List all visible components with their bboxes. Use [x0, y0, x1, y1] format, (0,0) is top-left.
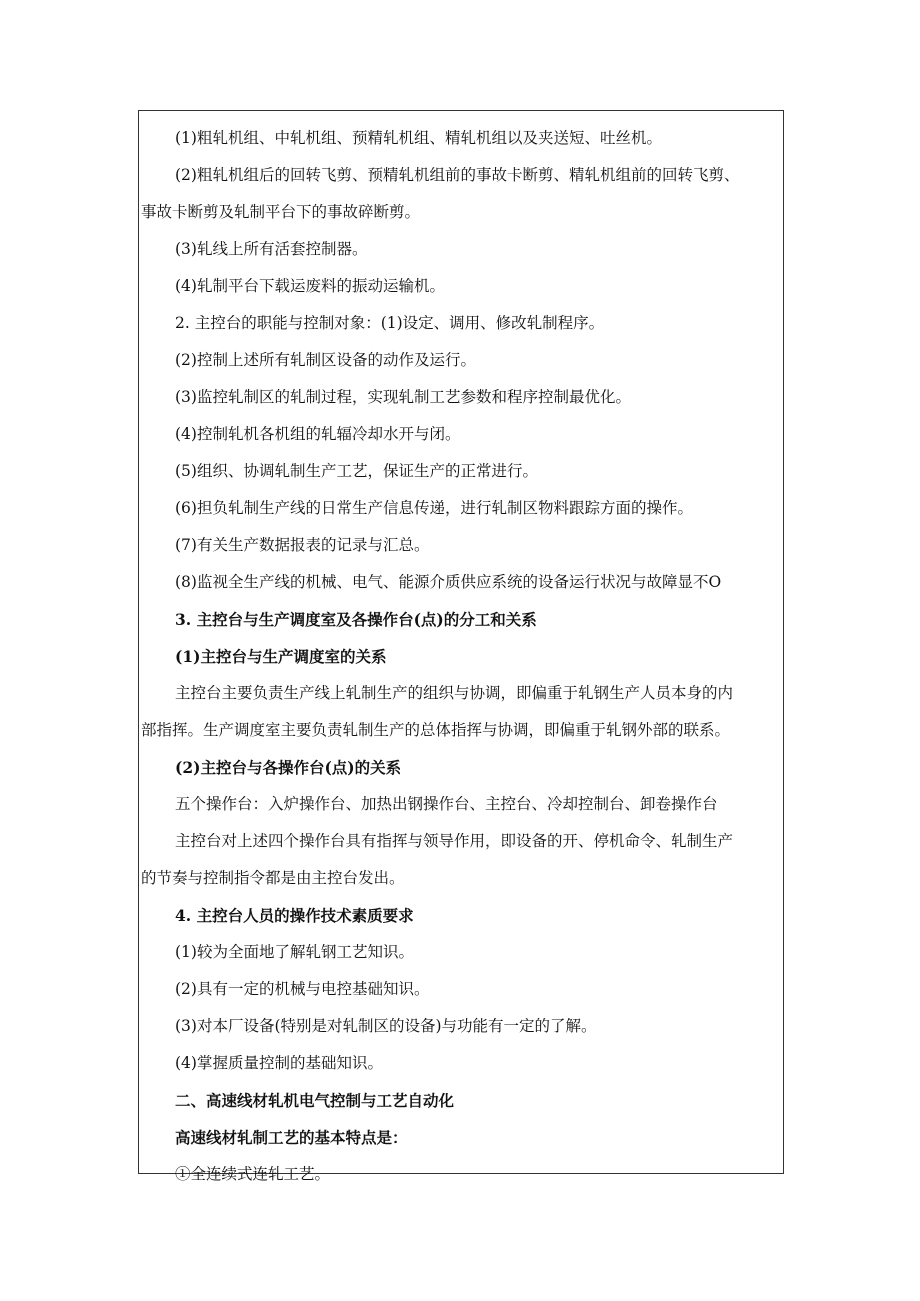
paragraph-line: 主控台对上述四个操作台具有指挥与领导作用，即设备的开、停机命令、轧制生产 — [175, 832, 734, 850]
section-heading: 高速线材轧制工艺的基本特点是： — [175, 1128, 408, 1147]
paragraph-line: ①全连续式连轧工艺。 — [175, 1165, 331, 1183]
paragraph-line: 事故卡断剪及轧制平台下的事故碎断剪。 — [141, 203, 421, 221]
paragraph-line: (2)具有一定的机械与电控基础知识。 — [175, 980, 430, 998]
paragraph-line: (3)监控轧制区的轧制过程，实现轧制工艺参数和程序控制最优化。 — [175, 388, 631, 406]
section-heading: (1)主控台与生产调度室的关系 — [175, 647, 387, 666]
paragraph-line: (2)粗轧机组后的回转飞剪、预精轧机组前的事故卡断剪、精轧机组前的回转飞剪、 — [175, 166, 740, 184]
document-body — [139, 120, 783, 1193]
paragraph-line: (1)较为全面地了解轧钢工艺知识。 — [175, 943, 414, 961]
paragraph-line: 2. 主控台的职能与控制对象：(1)设定、调用、修改轧制程序。 — [175, 314, 605, 332]
paragraph-line: (3)轧线上所有活套控制器。 — [175, 240, 368, 258]
paragraph-line: (7)有关生产数据报表的记录与汇总。 — [175, 536, 430, 554]
paragraph-line: (2)控制上述所有轧制区设备的动作及运行。 — [175, 351, 476, 369]
paragraph-line: 部指挥。生产调度室主要负责轧制生产的总体指挥与协调，即偏重于轧钢外部的联系。 — [141, 721, 731, 739]
section-heading: 4. 主控台人员的操作技术素质要求 — [175, 906, 414, 925]
section-heading: 二、高速线材轧机电气控制与工艺自动化 — [175, 1091, 455, 1110]
paragraph-line: (3)对本厂设备(特别是对轧制区的设备)与功能有一定的了解。 — [175, 1017, 597, 1035]
paragraph-line: 的节奏与控制指令都是由主控台发出。 — [141, 869, 405, 887]
content-table-cell — [138, 110, 784, 1183]
paragraph-line: (5)组织、协调轧制生产工艺，保证生产的正常进行。 — [175, 462, 538, 480]
paragraph-line: 五个操作台：入炉操作台、加热出钢操作台、主控台、冷却控制台、卸卷操作台 — [175, 795, 718, 813]
paragraph-line: (1)粗轧机组、中轧机组、预精轧机组、精轧机组以及夹送短、吐丝机。 — [175, 129, 662, 147]
paragraph-line: (4)掌握质量控制的基础知识。 — [175, 1054, 383, 1072]
section-heading: 3. 主控台与生产调度室及各操作台(点)的分工和关系 — [175, 610, 537, 629]
paragraph-line: (4)控制轧机各机组的轧辐冷却水开与闭。 — [175, 425, 461, 443]
paragraph-line: 主控台主要负责生产线上轧制生产的组织与协调，即偏重于轧钢生产人员本身的内 — [175, 684, 734, 702]
paragraph-line: (4)轧制平台下载运废料的振动运输机。 — [175, 277, 445, 295]
section-heading: (2)主控台与各操作台(点)的关系 — [175, 758, 402, 777]
paragraph-line: (6)担负轧制生产线的日常生产信息传递，进行轧制区物料跟踪方面的操作。 — [175, 499, 693, 517]
paragraph-line: (8)监视全生产线的机械、电气、能源介质供应系统的设备运行状况与故障显不O — [175, 573, 722, 591]
